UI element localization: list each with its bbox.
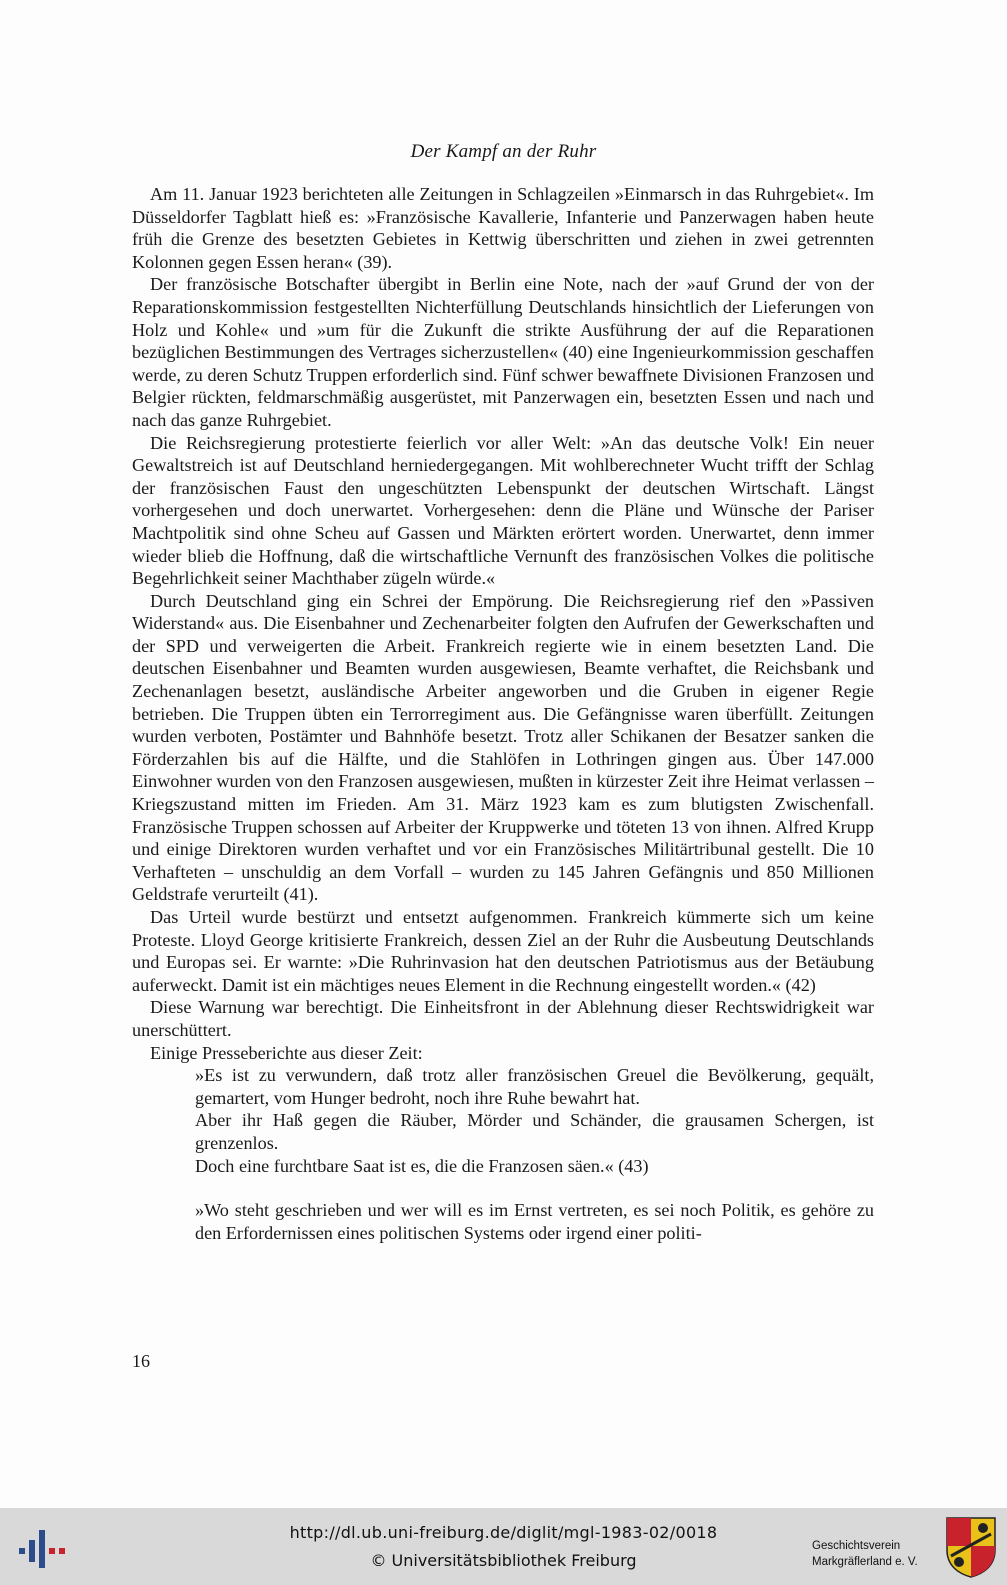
quote-gap bbox=[195, 1177, 874, 1199]
society-name bbox=[812, 1538, 918, 1570]
footer-bar bbox=[0, 1508, 1007, 1585]
paragraph: Durch Deutschland ging ein Schrei der Empörung. Die Reichsregierung rief den »Passiven Widerstand« aus. Die Eisenbahner und Zechenarbeiter folgten den Aufrufen der Gewerkschaften und der SPD und verweigerten die Arbeit. Frankreich regierte wie in einem besetzten Land. Die deutschen Eisenbahner und Beamten wurden ausgewiesen, Beamte verhaftet, die Reichsbank und Zechenanlagen besetzt, ausländische Arbeiter angeworben und die Gruben in eigener Regie betrieben. Die Truppen übten ein Terrorregiment aus. Die Gefängnisse waren überfüllt. Zeitungen wurden verboten, Postämter und Bahnhöfe besetzt. Trotz aller Schikanen der Besatzer sanken die Förderzahlen bis auf die Hälfte, und die Stahlöfen in Lothringen gingen aus. Über 147.000 Einwohner wurden von den Franzosen ausgewiesen, mußten in kürzester Zeit ihre Heimat verlassen – Kriegszustand mitten im Frieden. Am 31. März 1923 kam es zum blutigsten Zwischenfall. Französische Truppen schossen auf Arbeiter der Kruppwerke und töteten 13 von ihnen. Alfred Krupp und einige Direktoren wurden verhaftet und vor ein Französisches Militärtribunal gestellt. Die 10 Verhafteten – unschuldig an dem Vorfall – wurden zu 145 Jahren Gefängnis und 850 Millionen Geldstrafe verurteilt (41). bbox=[132, 590, 874, 905]
society-name-line: Geschichtsverein bbox=[812, 1540, 901, 1552]
quote-line: »Wo steht geschrieben und wer will es im Ernst vertreten, es sei noch Politik, es gehöre zu den Erfordernissen eines politischen Systems oder irgend einer politi- bbox=[195, 1200, 874, 1243]
paragraph: Am 11. Januar 1923 berichteten alle Zeitungen in Schlagzeilen »Einmarsch in das Ruhrgebiet«. Im Düsseldorfer Tagblatt hieß es: »Französische Kavallerie, Infanterie und Panzerwagen haben heute früh die Grenze des besetzten Gebietes in Kettwig überschritten und ziehen in zwei getrennten Kolonnen gegen Essen heran« (39). bbox=[132, 184, 874, 272]
paragraph: Das Urteil wurde bestürzt und entsetzt aufgenommen. Frankreich kümmerte sich um keine Proteste. Lloyd George kritisierte Frankreich, dessen Ziel an der Ruhr die Ausbeutung Deutschlands und Europas sei. Er warnte: »Die Ruhrinvasion hat den deutschen Patriotismus aus der Betäubung auferweckt. Damit ist ein mächtiges neues Element in die Rechnung eingestellt worden.« (42) bbox=[132, 907, 874, 995]
paragraph: Diese Warnung war berechtigt. Die Einheitsfront in der Ablehnung dieser Rechtswidrigkeit war unerschüttert. bbox=[132, 997, 874, 1040]
quote-line: »Es ist zu verwundern, daß trotz aller französischen Greuel die Bevölkerung, gequält, gemartert, vom Hunger bedroht, noch ihre Ruhe bewahrt hat. bbox=[195, 1065, 874, 1108]
paragraph: Die Reichsregierung protestierte feierlich vor aller Welt: »An das deutsche Volk! Ein neuer Gewaltstreich ist auf Deutschland herniedergegangen. Mit wohlberechneter Wucht trifft der Schlag der französischen Faust den ungeschützten Lebenspunkt der deutschen Wirtschaft. Längst vorhergesehen und doch unerwartet. Vorhergesehen: denn die Pläne und Wünsche der Pariser Machtpolitik sind ohne Scheu auf Gassen und Märkten erörtert worden. Unerwartet, denn immer wieder blieb die Hoffnung, daß die wirtschaftliche Vernunft des französischen Volkes die politische Begehrlichkeit seiner Machthaber zügeln würde.« bbox=[132, 432, 874, 589]
paragraph: Einige Presseberichte aus dieser Zeit: bbox=[150, 1042, 423, 1063]
block-quote bbox=[195, 1064, 874, 1244]
document-url[interactable]: http://dl.ub.uni-freiburg.de/diglit/mgl-1983-02/0018 bbox=[289, 1523, 718, 1542]
paragraph: Der französische Botschafter übergibt in Berlin eine Note, nach der »auf Grund der von der Reparationskommission festgestellten Nichterfüllung Deutschlands hinsichtlich der Lieferungen von Holz und Kohle« und »um für die Zukunft die strikte Ausführung der auf die Reparationen bezüglichen Bestimmungen des Vertrages sicherzustellen« (40) eine Ingenieurkommission geschaffen werde, zu deren Schutz Truppen erforderlich sind. Fünf schwer bewaffnete Divisionen Franzosen und Belgier rückten, feldmarschmäßig ausgerüstet, mit Panzerwagen ein, besetzten Essen und nach und nach das ganze Ruhrgebiet. bbox=[132, 274, 874, 430]
copyright-notice: © Universitätsbibliothek Freiburg bbox=[370, 1551, 637, 1570]
quote-line: Aber ihr Haß gegen die Räuber, Mörder und Schänder, die grausamen Schergen, ist grenzenlos. bbox=[195, 1110, 874, 1153]
society-name-line: Markgräflerland e. V. bbox=[812, 1556, 918, 1568]
body-text bbox=[132, 183, 874, 1244]
running-title: Der Kampf an der Ruhr bbox=[410, 141, 597, 162]
quote-line: Doch eine furchtbare Saat ist es, die die Franzosen säen.« (43) bbox=[195, 1155, 649, 1176]
coat-of-arms-icon bbox=[945, 1516, 997, 1578]
page-number: 16 bbox=[132, 1351, 150, 1371]
